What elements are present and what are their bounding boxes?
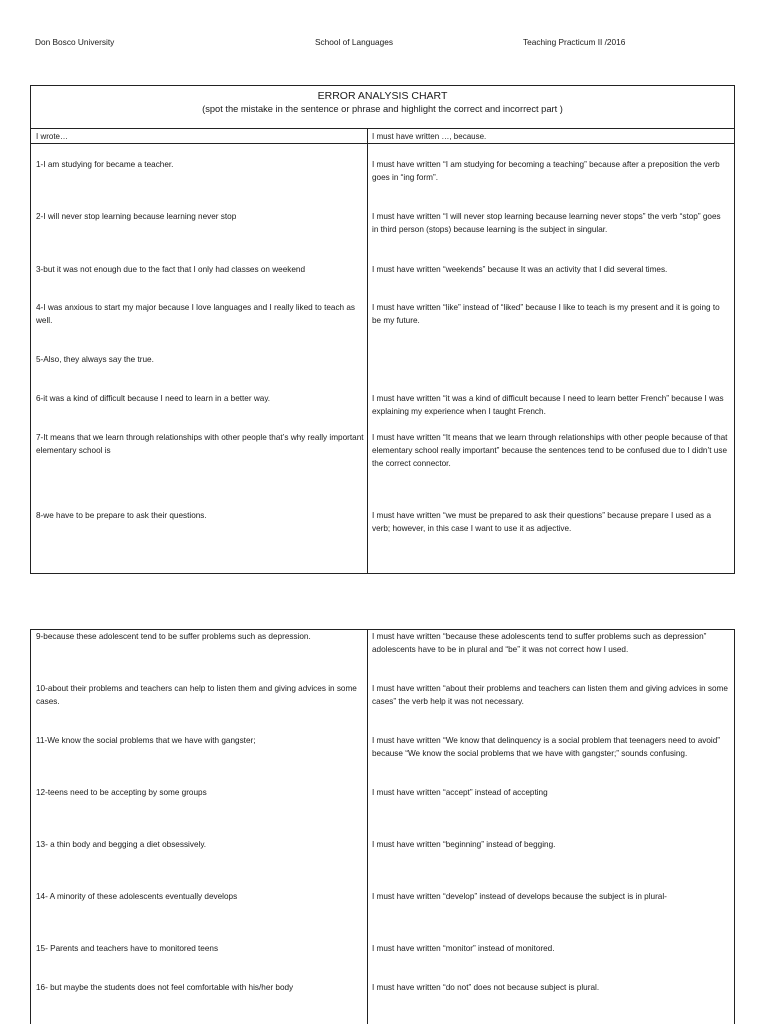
wrote-cell: 2-I will never stop learning because learning never stop bbox=[36, 212, 237, 221]
correction-cell: I must have written “develop” instead of develops because the subject is in plural- bbox=[372, 892, 667, 901]
wrote-cell: 3-but it was not enough due to the fact that I only had classes on weekend bbox=[36, 265, 306, 274]
correction-cell: I must have written “We know that delinquency is a social problem that teenagers need to avoid” because “We know the social problems that we have with gangster;” sounds confusing. bbox=[372, 736, 721, 759]
correction-cell: I must have written “do not” does not because subject is plural. bbox=[372, 983, 600, 992]
chart-title: ERROR ANALYSIS CHART bbox=[317, 90, 448, 102]
wrote-cell: 15- Parents and teachers have to monitored teens bbox=[36, 944, 219, 953]
correction-cell: I must have written “weekends” because It was an activity that I did several times. bbox=[372, 265, 668, 274]
column-header-wrote: I wrote… bbox=[36, 132, 69, 141]
wrote-cell: 1-I am studying for became a teacher. bbox=[36, 160, 174, 169]
chart-subtitle: (spot the mistake in the sentence or phrase and highlight the correct and incorrect part ) bbox=[202, 104, 563, 114]
wrote-cell: 6-it was a kind of difficult because I need to learn in a better way. bbox=[36, 394, 271, 403]
page-header bbox=[0, 37, 768, 49]
column-divider bbox=[367, 129, 368, 573]
wrote-cell: 4-I was anxious to start my major because I love languages and I really liked to teach as well. bbox=[36, 303, 356, 326]
wrote-cell: 14- A minority of these adolescents eventually develops bbox=[36, 892, 238, 901]
column-header-must-have-written: I must have written …, because. bbox=[372, 132, 487, 141]
school-name: School of Languages bbox=[315, 37, 393, 47]
correction-cell: I must have written “It means that we learn through relationships with other people because of that elementary school really important” because the sentences tend to be confused due to I didn’t use the correct connector. bbox=[372, 433, 728, 469]
wrote-cell: 9-because these adolescent tend to be suffer problems such as depression. bbox=[36, 632, 311, 641]
wrote-cell: 8-we have to be prepare to ask their questions. bbox=[36, 511, 207, 520]
course-name: Teaching Practicum II /2016 bbox=[523, 37, 626, 47]
wrote-cell: 10-about their problems and teachers can help to listen them and giving advices in some cases. bbox=[36, 684, 357, 707]
wrote-cell: 5-Also, they always say the true. bbox=[36, 355, 154, 364]
correction-cell: I must have written “beginning” instead of begging. bbox=[372, 840, 556, 849]
wrote-cell: 13- a thin body and begging a diet obsessively. bbox=[36, 840, 207, 849]
correction-cell: I must have written “we must be prepared to ask their questions” because prepare I used as a verb; however, in this case I want to use it as adjective. bbox=[372, 511, 712, 534]
correction-cell: I must have written “accept” instead of accepting bbox=[372, 788, 548, 797]
error-analysis-chart-part-2 bbox=[30, 629, 735, 1024]
column-header-row bbox=[31, 129, 734, 144]
wrote-cell: 12-teens need to be accepting by some groups bbox=[36, 788, 207, 797]
correction-cell: I must have written “like” instead of “liked” because I like to teach is my present and it is going to be my future. bbox=[372, 303, 720, 326]
correction-cell: I must have written “it was a kind of difficult because I need to learn better French” because I was explaining my experience when I taught French. bbox=[372, 394, 724, 417]
column-divider bbox=[367, 630, 368, 1024]
correction-cell: I must have written “because these adolescents tend to suffer problems such as depression” adolescents have to be in plural and “be” it was not correct how I used. bbox=[372, 632, 707, 655]
chart-title-block bbox=[31, 86, 734, 129]
error-analysis-chart-part-1 bbox=[30, 85, 735, 574]
correction-cell: I must have written “I am studying for becoming a teaching” because after a preposition the verb goes in “ing form”. bbox=[372, 160, 720, 183]
correction-cell: I must have written “about their problems and teachers can listen them and giving advices in some cases” the verb help it was not necessary. bbox=[372, 684, 728, 707]
correction-cell: I must have written “I will never stop learning because learning never stops” the verb “stop” goes in third person (stops) because learning is the subject in singular. bbox=[372, 212, 721, 235]
wrote-cell: 16- but maybe the students does not feel comfortable with his/her body bbox=[36, 983, 294, 992]
correction-cell: I must have written “monitor” instead of monitored. bbox=[372, 944, 555, 953]
wrote-cell: 11-We know the social problems that we have with gangster; bbox=[36, 736, 256, 745]
wrote-cell: 7-It means that we learn through relationships with other people that’s why really important elementary school is bbox=[36, 433, 364, 456]
university-name: Don Bosco University bbox=[35, 37, 115, 47]
